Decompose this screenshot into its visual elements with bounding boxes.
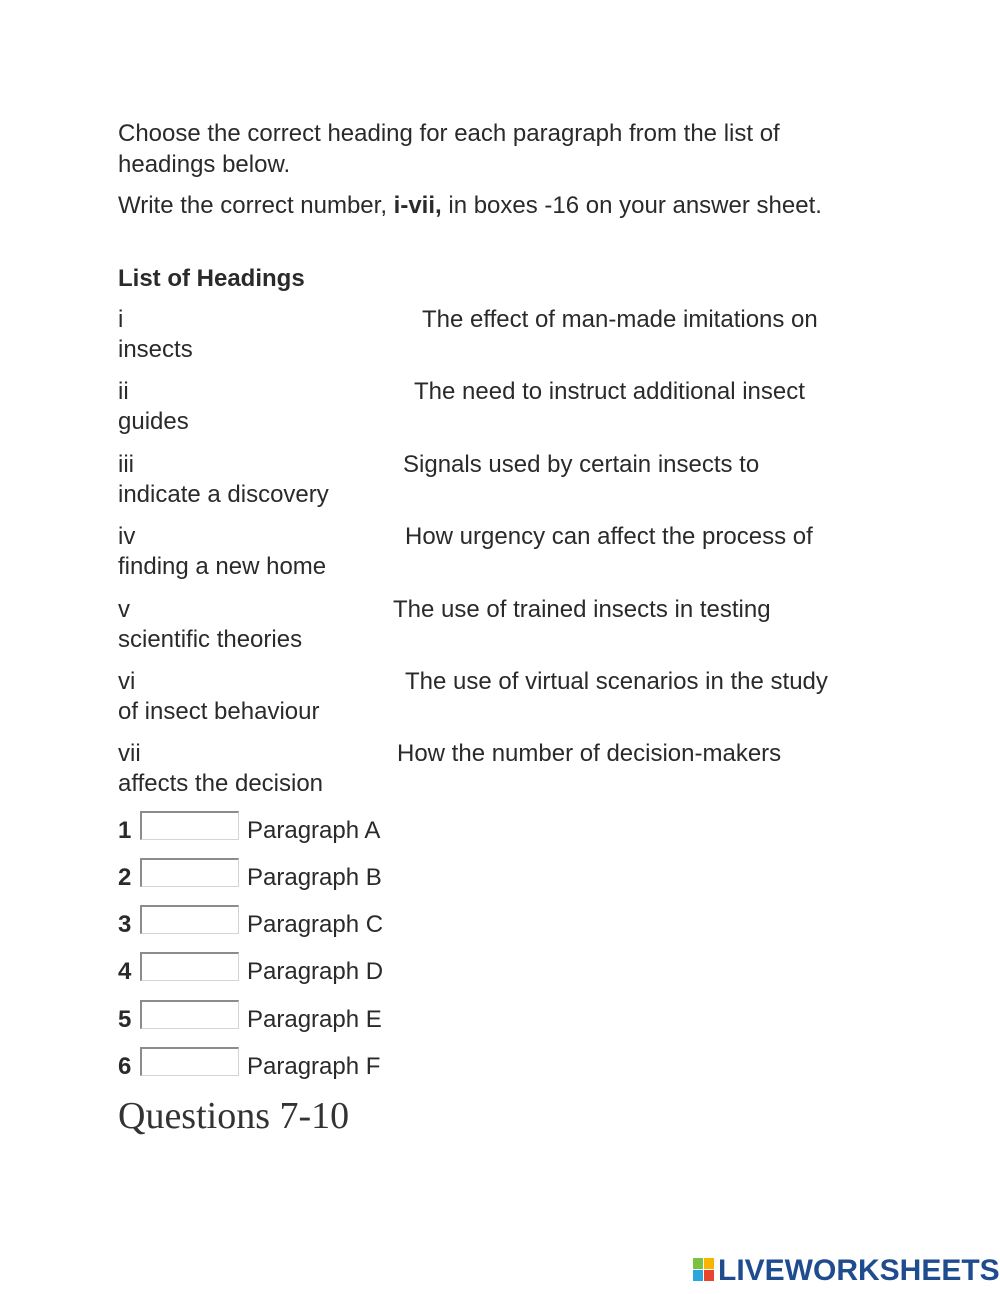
paragraph-label: Paragraph D (247, 958, 384, 985)
paragraph-label: Paragraph E (247, 1006, 382, 1033)
question-number: 6 (118, 1053, 132, 1080)
heading-text-cont: insects (118, 336, 193, 363)
question-number: 4 (118, 958, 132, 985)
answer-box[interactable] (140, 905, 239, 934)
instruction-text: Write the correct number, (118, 192, 394, 219)
question-number: 3 (118, 911, 132, 938)
heading-text-cont: scientific theories (118, 626, 303, 653)
answer-box[interactable] (140, 952, 239, 981)
answer-box[interactable] (140, 811, 239, 840)
heading-text: The effect of man-made imitations on (422, 306, 818, 333)
instruction-choose-heading: Choose the correct heading for each paragraph from the list of headings below. (118, 120, 780, 178)
heading-numeral: vi (118, 668, 136, 695)
instruction-range: i-vii, (393, 192, 442, 219)
answer-box[interactable] (140, 1000, 239, 1029)
heading-text-cont: finding a new home (118, 553, 327, 580)
heading-numeral: iii (118, 451, 134, 478)
logo-text: LIVEWORKSHEETS (718, 1254, 1000, 1287)
instruction-write-number (118, 190, 878, 221)
answer-box[interactable] (140, 1047, 239, 1076)
list-of-headings-title: List of Headings (118, 265, 305, 292)
heading-text: How urgency can affect the process of (405, 523, 813, 550)
heading-text-cont: affects the decision (118, 770, 324, 797)
heading-text-cont: guides (118, 408, 189, 435)
heading-numeral: i (118, 306, 124, 333)
logo-mark-icon (693, 1258, 715, 1282)
heading-text: The use of virtual scenarios in the study (405, 668, 828, 695)
heading-numeral: vii (118, 740, 141, 767)
heading-text: How the number of decision-makers (397, 740, 782, 767)
heading-text: The need to instruct additional insect (414, 378, 805, 405)
section-title: Questions 7-10 (118, 1095, 350, 1137)
paragraph-label: Paragraph A (247, 817, 381, 844)
answer-box[interactable] (140, 858, 239, 887)
heading-text-cont: indicate a discovery (118, 481, 329, 508)
paragraph-label: Paragraph C (247, 911, 384, 938)
question-number: 5 (118, 1006, 132, 1033)
instruction-text-end: in boxes -16 on your answer sheet. (441, 192, 822, 219)
heading-text: The use of trained insects in testing (393, 596, 771, 623)
paragraph-label: Paragraph B (247, 864, 382, 891)
paragraph-label: Paragraph F (247, 1053, 381, 1080)
heading-numeral: iv (118, 523, 136, 550)
question-number: 2 (118, 864, 132, 891)
heading-text: Signals used by certain insects to (403, 451, 760, 478)
heading-text-cont: of insect behaviour (118, 698, 320, 725)
heading-numeral: v (118, 596, 130, 623)
question-number: 1 (118, 817, 132, 844)
heading-numeral: ii (118, 378, 129, 405)
